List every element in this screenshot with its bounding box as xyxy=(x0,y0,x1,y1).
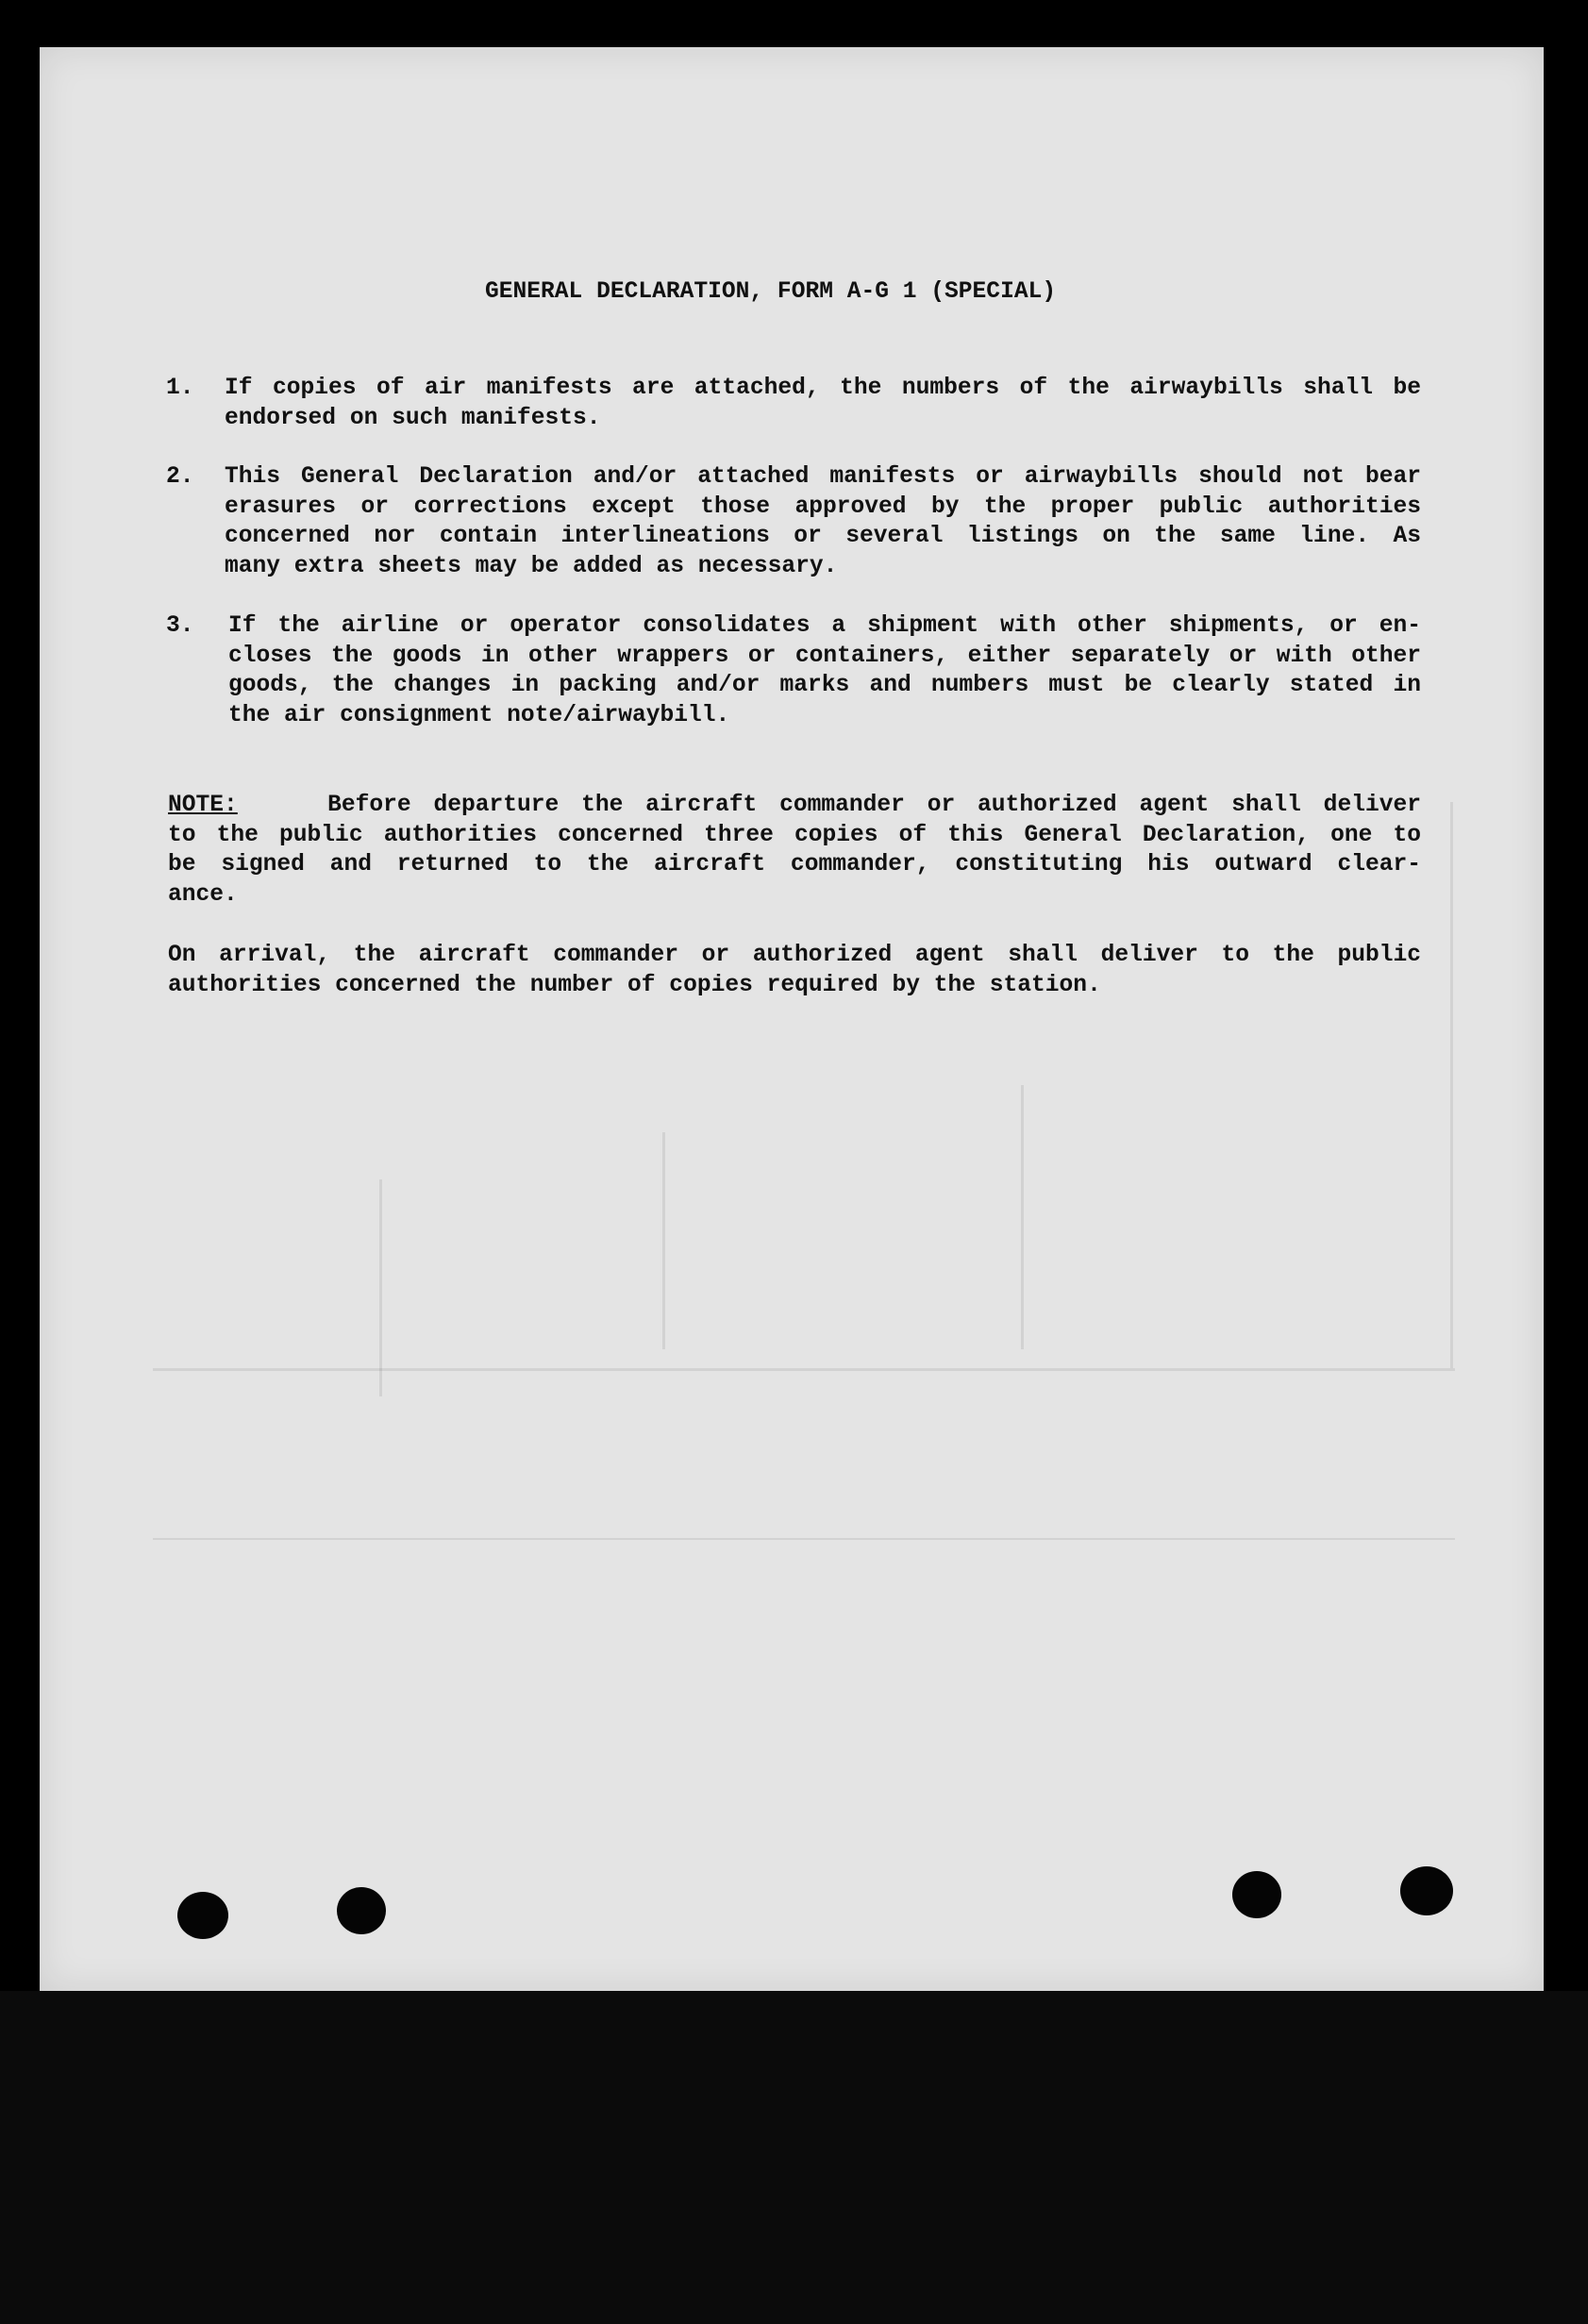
text-line: This General Declaration and/or attached manifests or airwaybills should not bear xyxy=(225,464,1421,490)
text-line: to the public authorities concerned three copies of this General Declaration, one to xyxy=(168,822,1421,848)
bleed-through-line xyxy=(1021,1085,1024,1349)
text-line: On arrival, the aircraft commander or authorized agent shall deliver to the public xyxy=(168,943,1421,968)
punch-hole xyxy=(1400,1866,1453,1915)
text-line: If copies of air manifests are attached, the numbers of the airwaybills shall be xyxy=(225,376,1421,401)
item-text xyxy=(225,374,1421,433)
text-line: be signed and returned to the aircraft commander, constituting his outward clear- xyxy=(168,852,1421,878)
bleed-through-line xyxy=(1450,802,1453,1368)
text-line: ance. xyxy=(168,881,238,908)
text-line: Before departure the aircraft commander or authorized agent shall deliver xyxy=(327,793,1421,818)
item-text xyxy=(228,611,1421,730)
note-first-line xyxy=(168,791,1421,821)
text-line: authorities concerned the number of copies required by the station. xyxy=(168,972,1101,998)
form-title: GENERAL DECLARATION, FORM A-G 1 (SPECIAL) xyxy=(485,279,1057,305)
text-line: goods, the changes in packing and/or marks and numbers must be clearly stated in xyxy=(228,673,1421,699)
bleed-through-line xyxy=(153,1538,1455,1540)
text-line: closes the goods in other wrappers or containers, either separately or with other xyxy=(228,643,1421,669)
bleed-through-line xyxy=(153,1368,1455,1371)
note-label: NOTE: xyxy=(168,793,238,818)
note-paragraph xyxy=(168,791,1421,910)
punch-hole xyxy=(1232,1871,1281,1918)
arrival-paragraph xyxy=(168,941,1421,1000)
item-text xyxy=(225,462,1421,581)
item-number: 1. xyxy=(166,376,194,401)
text-line: erasures or corrections except those approved by the proper public authorities xyxy=(225,493,1421,520)
text-line: concerned nor contain interlineations or several listings on the same line. As xyxy=(225,524,1421,550)
bleed-through-line xyxy=(662,1132,665,1349)
text-line: endorsed on such manifests. xyxy=(225,405,601,431)
item-number: 2. xyxy=(166,464,194,490)
bleed-through-line xyxy=(379,1179,382,1396)
text-line: the air consignment note/airwaybill. xyxy=(228,702,730,728)
punch-hole xyxy=(337,1887,386,1934)
paper-sheet xyxy=(40,47,1544,1991)
text-line: If the airline or operator consolidates a shipment with other shipments, or en- xyxy=(228,613,1421,639)
item-number: 3. xyxy=(166,613,194,639)
text-line: many extra sheets may be added as necessary. xyxy=(225,553,838,579)
punch-hole xyxy=(177,1892,228,1939)
scanner-background xyxy=(0,1991,1588,2324)
